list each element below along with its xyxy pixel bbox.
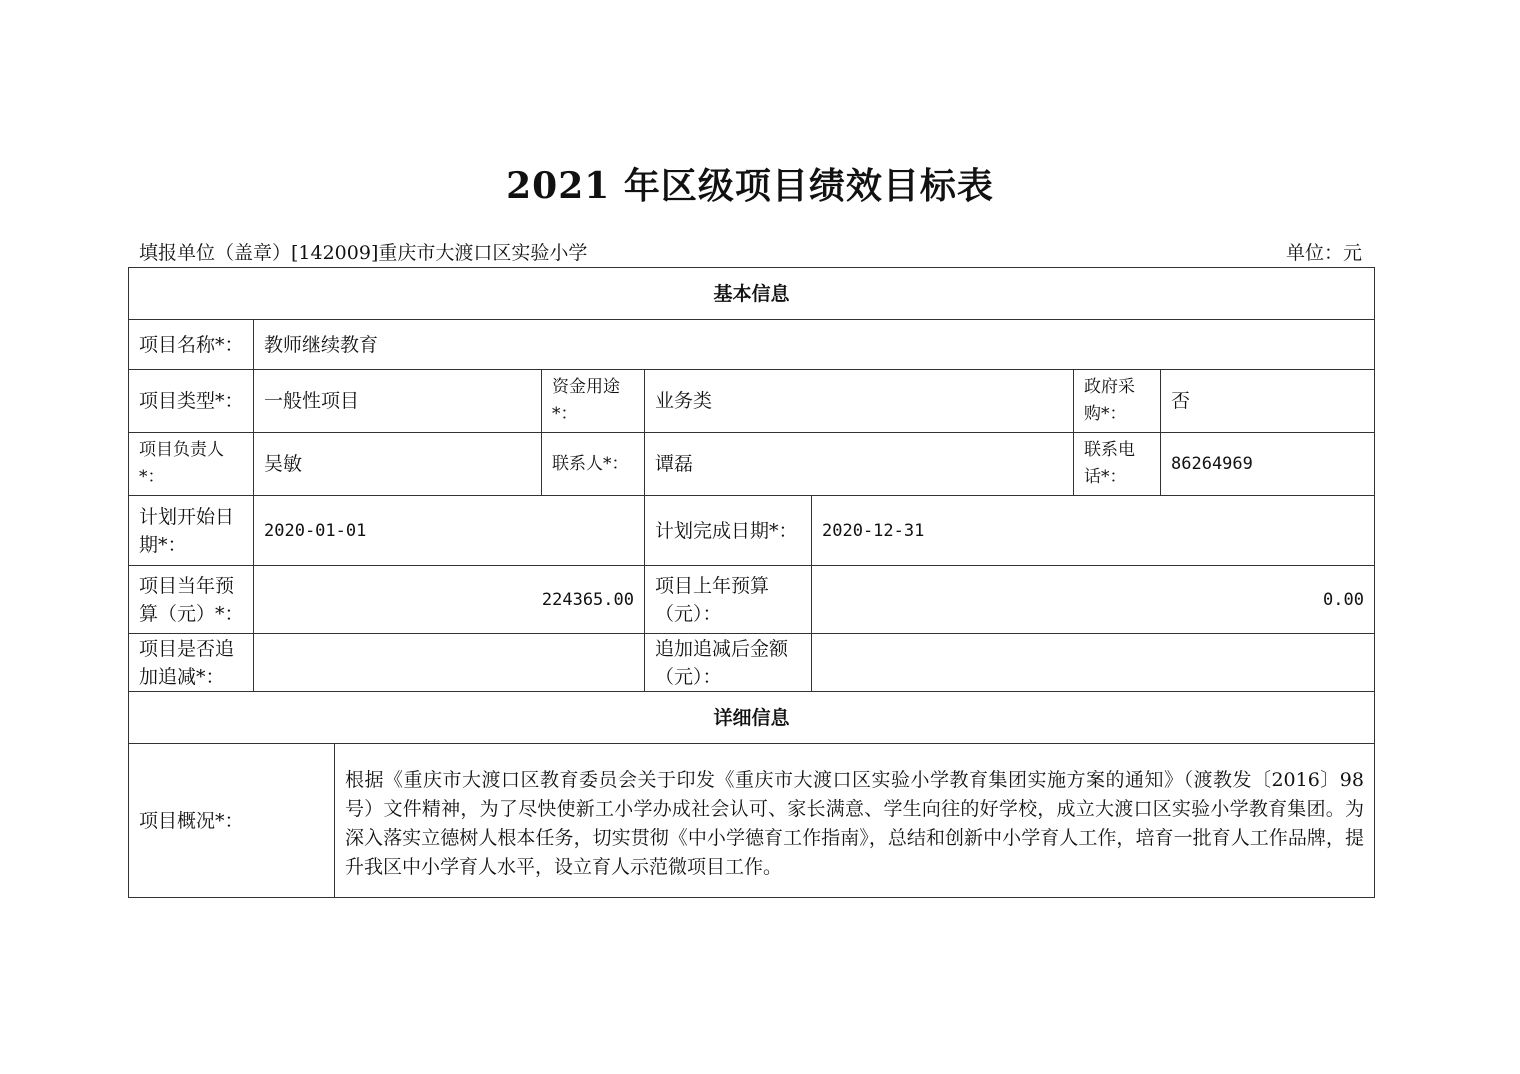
owner-label-line1: 项目负责人: [139, 440, 224, 460]
adjust-value: [253, 633, 645, 692]
contact-label-text: 联系人*：: [552, 453, 629, 474]
end-date-text: 2020-12-31: [822, 520, 925, 541]
budget-label-line2: 算（元）*：: [139, 602, 244, 625]
budget-label: [128, 565, 254, 634]
project-type-text: 一般性项目: [264, 390, 360, 412]
section-basic-info-title: 基本信息: [713, 282, 790, 305]
fund-use-label-line2: *：: [552, 404, 578, 424]
adjusted-amount-value: [811, 633, 1375, 692]
overview-text: 根据《重庆市大渡口区教育委员会关于印发《重庆市大渡口区实验小学教育集团实施方案的通知》（渡教发〔2016〕98 号）文件精神，为了尽快使新工小学办成社会认可、家长满意、学生向往的好学校，成立大渡口区实验小学教育集团。为深入落实立德树人根本任务，切实贯彻《中小学德育工作指南》，总结和创新中小学育人工作，培育一批育人工作品牌，提升我区中小学育人水平，设立育人示范微项目工作。: [345, 769, 1364, 878]
project-name-label-text: 项目名称*：: [139, 333, 244, 356]
contact-value: [644, 432, 1074, 496]
end-date-label: [644, 495, 812, 566]
end-date-label-text: 计划完成日期*：: [655, 519, 798, 542]
phone-text: 86264969: [1171, 454, 1253, 474]
fund-use-value: [644, 369, 1074, 433]
currency-unit: 单位：元: [1286, 242, 1363, 264]
owner-label-line2: *：: [139, 467, 165, 487]
adjust-label: [128, 633, 254, 692]
filler-unit: 填报单位（盖章）[142009]重庆市大渡口区实验小学: [139, 242, 588, 264]
section-basic-info: [128, 267, 1375, 320]
gov-purchase-text: 否: [1171, 390, 1191, 412]
fund-use-label-line1: 资金用途: [552, 377, 620, 397]
phone-label-line2: 话*：: [1084, 467, 1127, 487]
start-date-text: 2020-01-01: [264, 520, 367, 541]
contact-text: 谭磊: [655, 453, 694, 475]
adjust-label-line2: 加追减*：: [139, 665, 225, 688]
prev-budget-label-line2: （元）：: [655, 602, 722, 625]
overview-value: [334, 743, 1375, 898]
gov-purchase-label: [1073, 369, 1161, 433]
contact-label: [541, 432, 645, 496]
phone-label-line1: 联系电: [1084, 440, 1135, 460]
section-detail-info-title: 详细信息: [713, 706, 790, 729]
adjusted-amount-label-line2: （元）：: [655, 665, 722, 688]
section-detail-info: [128, 691, 1375, 744]
prev-budget-label: [644, 565, 812, 634]
gov-purchase-label-line2: 购*：: [1084, 404, 1127, 424]
prev-budget-value: [811, 565, 1375, 634]
budget-text: 224365.00: [541, 589, 634, 610]
overview-label: [128, 743, 335, 898]
owner-label: [128, 432, 254, 496]
start-date-label-line2: 期*：: [139, 533, 187, 556]
gov-purchase-value: [1160, 369, 1375, 433]
project-type-value: [253, 369, 542, 433]
budget-value: [253, 565, 645, 634]
project-name-label: [128, 319, 254, 370]
project-name-value: [253, 319, 1375, 370]
start-date-label-line1: 计划开始日: [139, 505, 235, 528]
project-name-text: 教师继续教育: [264, 333, 379, 356]
adjusted-amount-label-line1: 追加追减后金额: [655, 637, 789, 660]
fund-use-label: [541, 369, 645, 433]
fund-use-text: 业务类: [655, 390, 713, 412]
start-date-label: [128, 495, 254, 566]
start-date-value: [253, 495, 645, 566]
document-title: 2021 年区级项目绩效目标表: [506, 165, 994, 207]
overview-label-text: 项目概况*：: [139, 809, 244, 832]
phone-value: [1160, 432, 1375, 496]
end-date-value: [811, 495, 1375, 566]
project-type-label: [128, 369, 254, 433]
owner-text: 吴敏: [264, 453, 303, 475]
gov-purchase-label-line1: 政府采: [1084, 377, 1135, 397]
project-type-label-text: 项目类型*：: [139, 390, 244, 412]
owner-value: [253, 432, 542, 496]
prev-budget-label-line1: 项目上年预算: [655, 574, 770, 597]
adjusted-amount-label: [644, 633, 812, 692]
prev-budget-text: 0.00: [1323, 589, 1364, 610]
adjust-label-line1: 项目是否追: [139, 637, 235, 660]
phone-label: [1073, 432, 1161, 496]
budget-label-line1: 项目当年预: [139, 574, 235, 597]
